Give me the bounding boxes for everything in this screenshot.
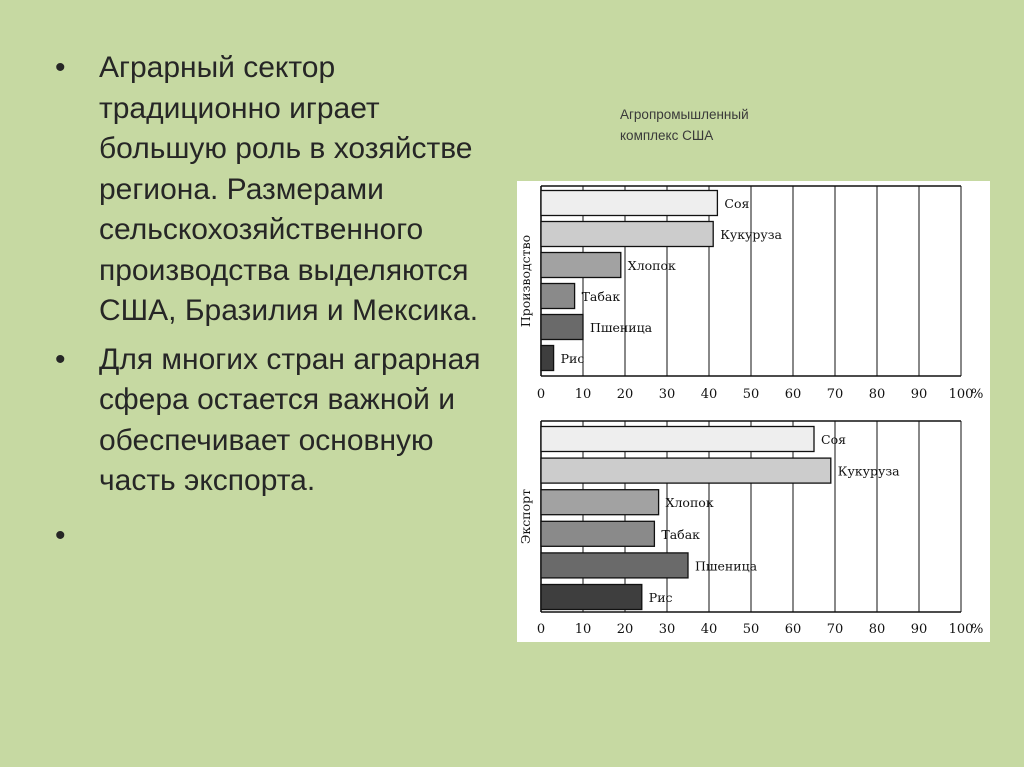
tick-label: 50: [742, 387, 760, 402]
bar-label: Рис: [560, 351, 585, 366]
bar-label: Хлопок: [665, 495, 714, 511]
bar-3: [541, 253, 621, 278]
bullet-item-export: [55, 340, 495, 502]
tick-label: 20: [616, 387, 634, 402]
tick-label: 40: [700, 387, 718, 402]
bar-label: Табак: [581, 289, 621, 304]
tick-label: 40: [700, 622, 718, 637]
bullet-marker: •: [55, 518, 66, 552]
bullet-text: [99, 516, 495, 557]
tick-label: 10: [574, 387, 592, 402]
tick-label: 30: [658, 387, 676, 402]
bar-6: [541, 346, 554, 371]
tick-label: 70: [826, 387, 844, 402]
bullet-marker: •: [55, 342, 66, 376]
tick-label: 10: [574, 622, 592, 637]
bar-2: [541, 458, 831, 483]
tick-label: 60: [784, 622, 802, 637]
tick-label: 70: [826, 622, 844, 637]
bar-1: [541, 191, 717, 216]
tick-label: 0: [536, 387, 546, 402]
bar-4: [541, 284, 575, 309]
bar-label: Соя: [821, 432, 846, 447]
tick-label: 30: [658, 622, 676, 637]
tick-label: 80: [868, 622, 886, 637]
bar-label: Табак: [661, 526, 700, 542]
bar-2: [541, 222, 713, 247]
bar-3: [541, 490, 659, 515]
y-axis-label: Производство: [518, 234, 533, 328]
bar-label: Пшеница: [590, 320, 653, 335]
chart-figure: [517, 181, 990, 642]
bar-1: [541, 427, 814, 452]
bar-6: [541, 585, 642, 610]
bullet-text: Аграрный сектор традиционно играет большую роль в хозяйстве региона. Размерами сельскохозяйственного производства выделяются США, Бразилия и Мексика.: [99, 51, 479, 327]
tick-label: 20: [616, 622, 634, 637]
chart-title: Агропромышленный комплекс США: [620, 107, 749, 143]
bullet-item-empty: [55, 516, 495, 557]
bar-label: Кукуруза: [837, 463, 900, 479]
x-unit-label: %: [971, 622, 984, 637]
tick-label: 100: [948, 622, 974, 637]
tick-label: 0: [536, 622, 546, 637]
x-unit-label: %: [971, 387, 984, 402]
bar-label: Рис: [648, 590, 673, 605]
bar-5: [541, 315, 583, 340]
tick-label: 80: [868, 387, 886, 402]
y-axis-label: Экспорт: [518, 488, 533, 545]
bar-label: Хлопок: [627, 258, 676, 273]
chart-svg: [517, 181, 990, 642]
bar-label: Кукуруза: [720, 227, 783, 242]
tick-label: 60: [784, 387, 802, 402]
bullet-list: [55, 48, 495, 564]
bar-label: Соя: [724, 196, 750, 211]
bullet-text: Для многих стран аграрная сфера остается важной и обеспечивает основную часть экспорта.: [99, 342, 481, 497]
bar-5: [541, 553, 688, 578]
bullet-item-agrarian-sector: [55, 48, 495, 332]
tick-label: 100: [948, 387, 974, 402]
tick-label: 50: [742, 622, 760, 637]
bar-4: [541, 521, 654, 546]
tick-label: 90: [910, 387, 928, 402]
bar-label: Пшеница: [695, 558, 758, 574]
tick-label: 90: [910, 622, 928, 637]
bullet-marker: •: [55, 51, 66, 84]
